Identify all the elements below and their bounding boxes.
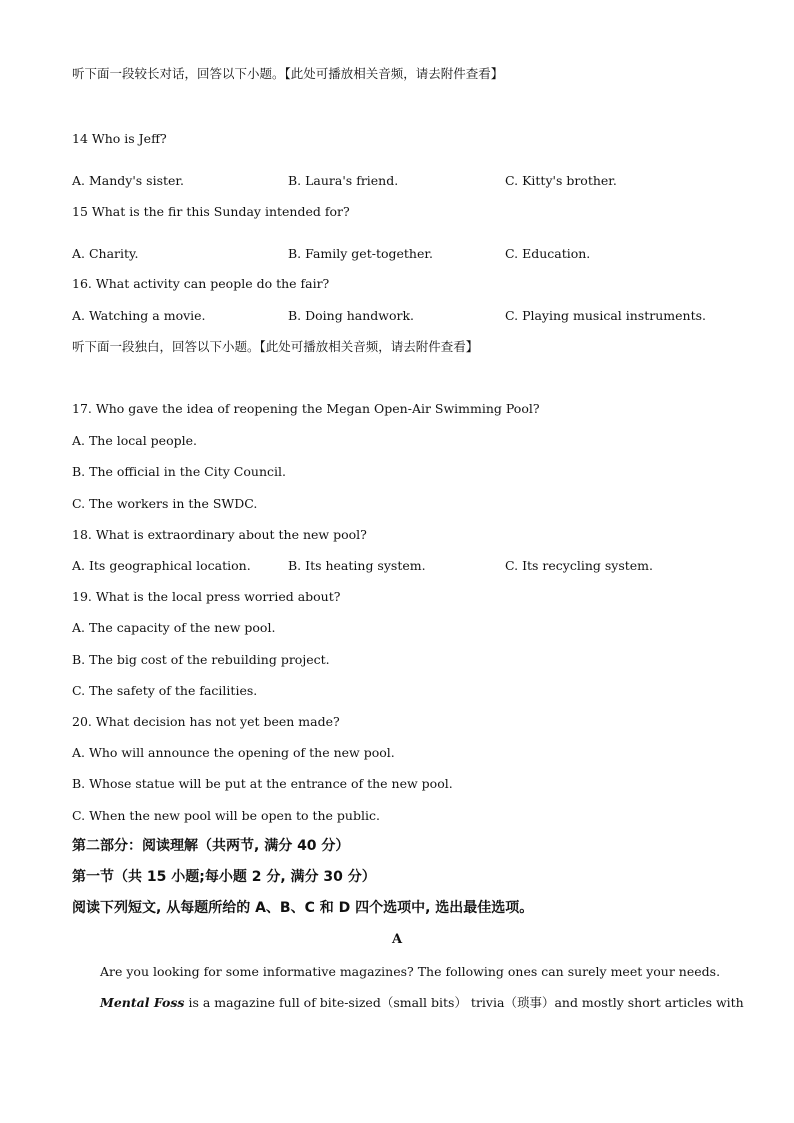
passage-label: A	[391, 932, 403, 947]
listening-instruction-dialogue: 听下面一段较长对话，回答以下小题。【此处可播放相关音频，请去附件查看】	[72, 66, 504, 81]
question-16-option-a: A. Watching a movie.	[72, 308, 206, 323]
question-18-stem: 18. What is extraordinary about the new pool?	[72, 527, 367, 542]
question-16-stem: 16. What activity can people do the fair?	[72, 276, 330, 291]
question-19-stem: 19. What is the local press worried about?	[72, 589, 341, 604]
question-14-option-b: B. Laura's friend.	[288, 173, 399, 188]
question-14-option-c: C. Kitty's brother.	[505, 173, 617, 188]
question-15-option-b: B. Family get-together.	[288, 246, 433, 261]
question-20-option-c: C. When the new pool will be open to the public.	[72, 808, 380, 823]
question-17-option-a: A. The local people.	[72, 433, 197, 448]
question-16-option-c: C. Playing musical instruments.	[505, 308, 706, 323]
reading-instruction: 阅读下列短文, 从每题所给的 A、B、C 和 D 四个选项中, 选出最佳选项。	[72, 900, 534, 916]
section-1-heading: 第一节（共 15 小题;每小题 2 分, 满分 30 分）	[72, 869, 376, 885]
question-15-option-c: C. Education.	[505, 246, 591, 261]
question-18-option-c: C. Its recycling system.	[505, 558, 654, 573]
question-16-option-b: B. Doing handwork.	[288, 308, 415, 323]
question-19-option-c: C. The safety of the facilities.	[72, 683, 258, 698]
question-18-option-b: B. Its heating system.	[288, 558, 426, 573]
question-14-option-a: A. Mandy's sister.	[72, 173, 184, 188]
passage-paragraph-2-text: is a magazine full of bite-sized（small bits） trivia（琐事）and mostly short articles with	[184, 995, 744, 1010]
part-2-heading: 第二部分：阅读理解（共两节, 满分 40 分）	[72, 838, 350, 854]
passage-paragraph-1: Are you looking for some informative magazines? The following ones can surely meet your needs.	[100, 964, 721, 979]
question-14-stem: 14 Who is Jeff?	[72, 131, 167, 146]
question-20-stem: 20. What decision has not yet been made?	[72, 714, 340, 729]
question-15-option-a: A. Charity.	[72, 246, 139, 261]
question-19-option-b: B. The big cost of the rebuilding project.	[72, 652, 330, 667]
question-17-option-c: C. The workers in the SWDC.	[72, 496, 258, 511]
question-18-option-a: A. Its geographical location.	[72, 558, 251, 573]
magazine-title: Mental Foss	[100, 995, 185, 1010]
question-20-option-b: B. Whose statue will be put at the entrance of the new pool.	[72, 776, 453, 791]
question-20-option-a: A. Who will announce the opening of the new pool.	[72, 745, 395, 760]
question-17-stem: 17. Who gave the idea of reopening the Megan Open-Air Swimming Pool?	[72, 401, 540, 416]
question-19-option-a: A. The capacity of the new pool.	[72, 620, 276, 635]
question-17-option-b: B. The official in the City Council.	[72, 464, 286, 479]
listening-instruction-monologue: 听下面一段独白，回答以下小题。【此处可播放相关音频，请去附件查看】	[72, 339, 479, 354]
question-15-stem: 15 What is the fir this Sunday intended for?	[72, 204, 350, 219]
passage-paragraph-2	[100, 995, 744, 1011]
